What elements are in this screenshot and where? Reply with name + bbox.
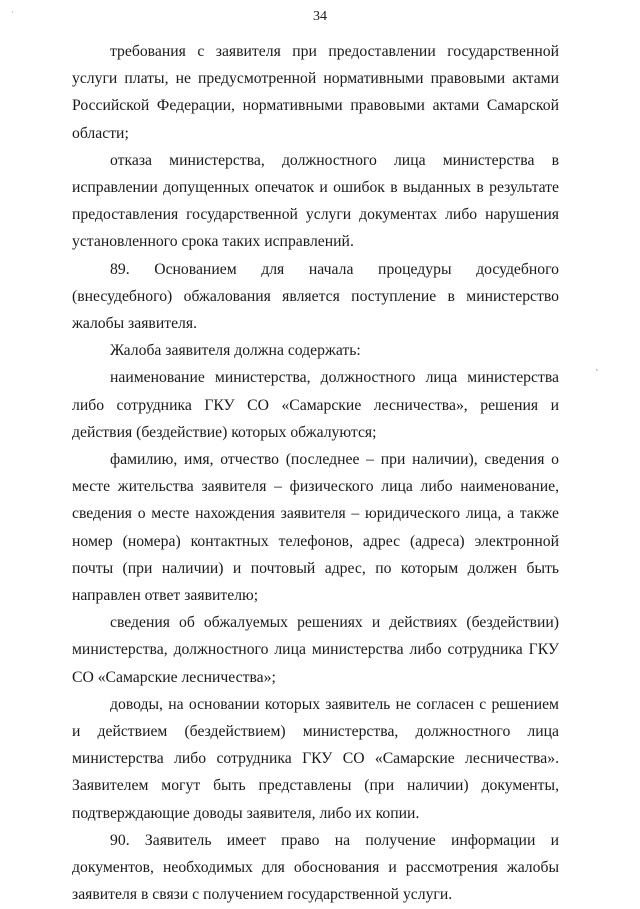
paragraph-correction-refusal: отказа министерства, должностного лица министерства в исправлении допущенных опечаток и ошибок в выданных в результате предоставления государственной услуги документах либо нарушения установленного срока таких исправлений. — [72, 151, 559, 251]
paragraph-complaint-contents: Жалоба заявителя должна содержать: — [110, 342, 361, 360]
paragraph-arguments: доводы, на основании которых заявитель не согласен с решением и действием (бездействием) министерства, должностного лица министерства либо сотрудника ГКУ СО «Самарские лесничества». Заявителем могут быть представлены (при наличии) документы, подтверждающие доводы заявителя, либо их копии. — [72, 695, 559, 822]
document-body — [72, 38, 559, 909]
paragraph-90-right-to-information: 90. Заявитель имеет право на получение информации и документов, необходимых для обоснования и рассмотрения жалобы заявителя в связи с получением государственной услуги. — [72, 831, 559, 904]
paragraph-fee-requirement: требования с заявителя при предоставлении государственной услуги платы, не предусмотренной нормативными правовыми актами Российской Федерации, нормативными правовыми актами Самарской области; — [72, 43, 559, 142]
paragraph-appealed-decisions: сведения об обжалуемых решениях и действиях (бездействии) министерства, должностного лица министерства либо сотрудника ГКУ СО «Самарские лесничества»; — [72, 614, 559, 686]
scan-mark: · — [11, 8, 14, 17]
margin-pen-mark: ˎ — [594, 359, 604, 373]
paragraph-89-grounds: 89. Основанием для начала процедуры досудебного (внесудебного) обжалования является поступление в министерство жалобы заявителя. — [72, 260, 559, 333]
page-number: 34 — [313, 9, 327, 24]
paragraph-applicant-details: фамилию, имя, отчество (последнее – при наличии), сведения о месте жительства заявителя – физического лица либо наименование, сведения о месте нахождения заявителя – юридического лица, а также номер (номера) контактных телефонов, адрес (адреса) электронной почты (при наличии) и почтовый адрес, по которым должен быть направлен ответ заявителю; — [72, 451, 559, 605]
paragraph-ministry-name: наименование министерства, должностного лица министерства либо сотрудника ГКУ СО «Самарские лесничества», решения и действия (бездействие) которых обжалуются; — [72, 369, 559, 441]
